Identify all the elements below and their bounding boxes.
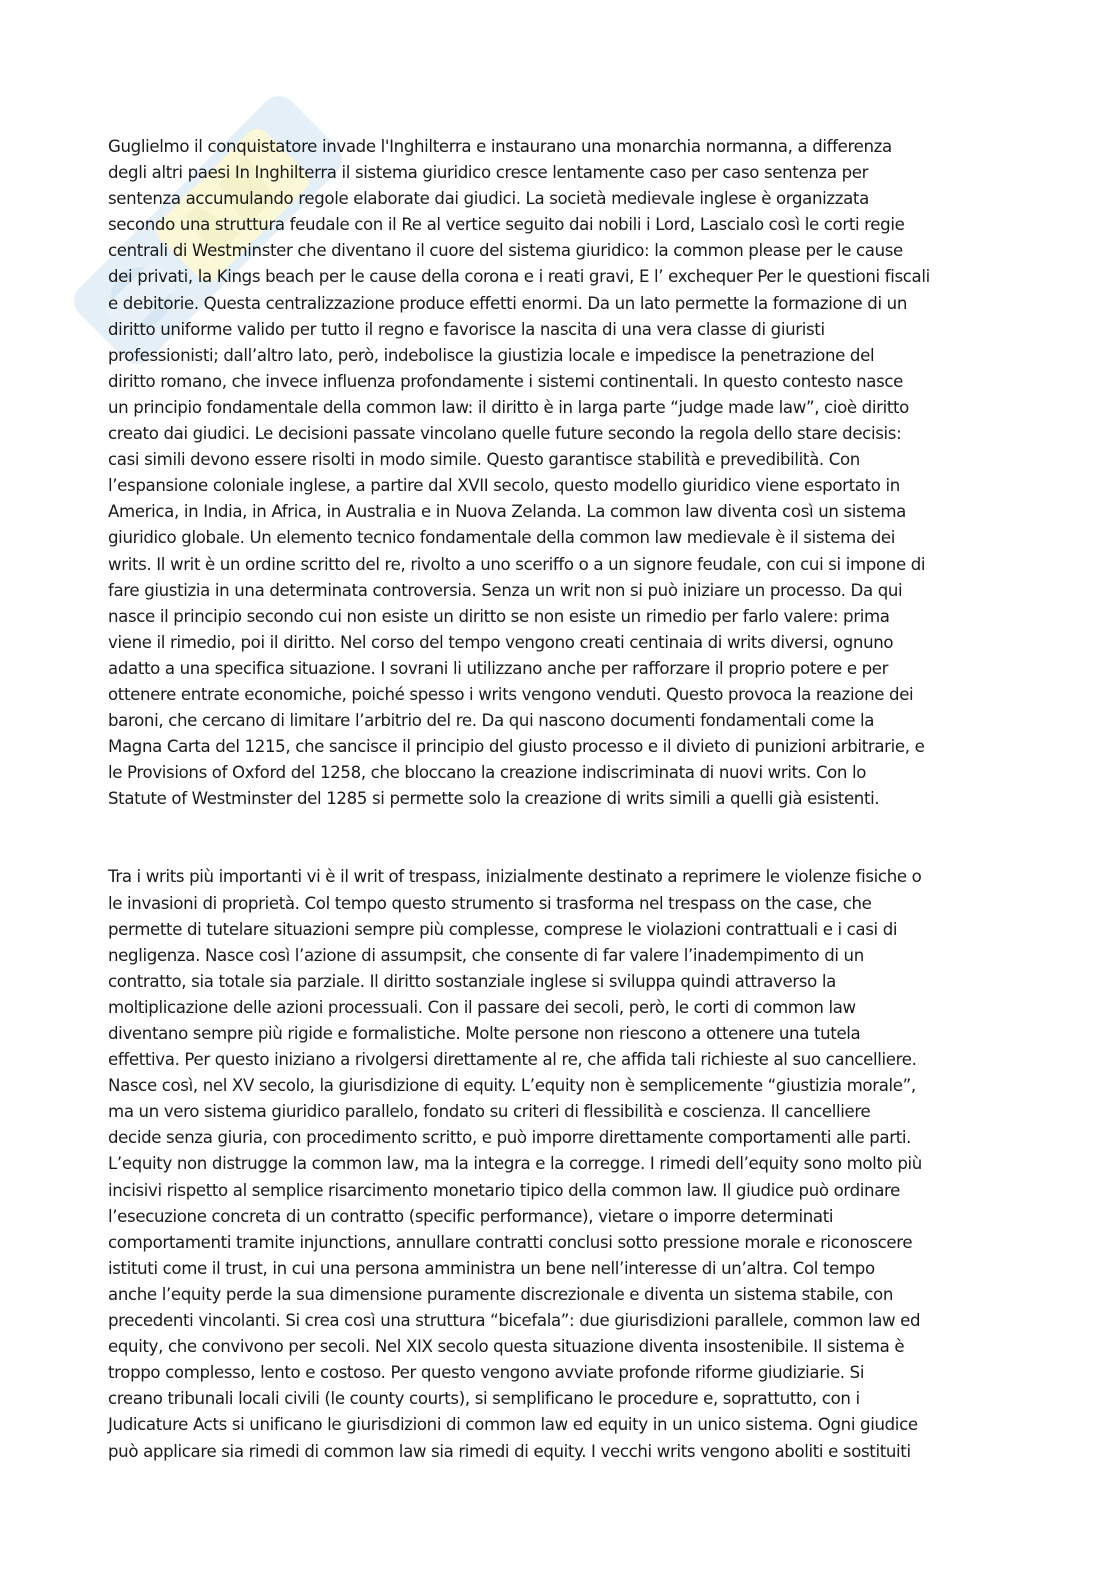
text-line: giuridico globale. Un elemento tecnico fondamentale della common law medievale è il sistema dei [108, 528, 896, 548]
text-line: professionisti; dall’altro lato, però, indebolisce la giustizia locale e impedisce la penetrazione del [108, 345, 875, 365]
text-line: istituti come il trust, in cui una persona amministra un bene nell’interesse di un’altra. Col tempo [108, 1258, 875, 1278]
text-line: decide senza giuria, con procedimento scritto, e può imporre direttamente comportamenti alle parti. [108, 1128, 912, 1148]
text-line: creato dai giudici. Le decisioni passate vincolano quelle future secondo la regola dello stare decisis: [108, 424, 902, 444]
text-line: l’esecuzione concreta di un contratto (specific performance), vietare o imporre determinati [108, 1206, 834, 1226]
text-line: contratto, sia totale sia parziale. Il diritto sostanziale inglese si sviluppa quindi attraverso la [108, 971, 836, 991]
text-line: degli altri paesi In Inghilterra il sistema giuridico cresce lentamente caso per caso sentenza per [108, 163, 869, 183]
text-line: può applicare sia rimedi di common law sia rimedi di equity. I vecchi writs vengono aboliti e sostituiti [108, 1441, 911, 1461]
text-line: ottenere entrate economiche, poiché spesso i writs vengono venduti. Questo provoca la reazione dei [108, 684, 914, 704]
text-line: casi simili devono essere risolti in modo simile. Questo garantisce stabilità e prevedibilità. Con [108, 450, 860, 470]
text-line: incisivi rispetto al semplice risarcimento monetario tipico della common law. Il giudice può ordinare [108, 1180, 900, 1200]
text-line: fare giustizia in una determinata controversia. Senza un writ non si può iniziare un processo. Da qui [108, 580, 903, 600]
text-line: precedenti vincolanti. Si crea così una struttura “bicefala”: due giurisdizioni parallele, common law ed [108, 1311, 921, 1331]
text-line: Magna Carta del 1215, che sancisce il principio del giusto processo e il divieto di punizioni arbitrarie, e [108, 737, 925, 757]
text-line: diritto uniforme valido per tutto il regno e favorisce la nascita di una vera classe di giuristi [108, 319, 825, 339]
text-line: adatto a una specifica situazione. I sovrani li utilizzano anche per rafforzare il proprio potere e per [108, 658, 889, 678]
text-line: Tra i writs più importanti vi è il writ of trespass, inizialmente destinato a reprimere le violenze fisiche o [108, 867, 922, 887]
text-line: viene il rimedio, poi il diritto. Nel corso del tempo vengono creati centinaia di writs diversi, ognuno [108, 632, 894, 652]
text-line: diritto romano, che invece influenza profondamente i sistemi continentali. In questo contesto nasce [108, 371, 904, 391]
text-line: Nasce così, nel XV secolo, la giurisdizione di equity. L’equity non è semplicemente “giustizia morale”, [108, 1076, 916, 1096]
paragraph [108, 134, 1016, 812]
text-line: le invasioni di proprietà. Col tempo questo strumento si trasforma nel trespass on the case, che [108, 893, 872, 913]
text-line: baroni, che cercano di limitare l’arbitrio del re. Da qui nascono documenti fondamentali come la [108, 711, 875, 731]
text-line: effettiva. Per questo iniziano a rivolgersi direttamente al re, che affida tali richieste al suo cancelliere. [108, 1050, 917, 1070]
text-line: nasce il principio secondo cui non esiste un diritto se non esiste un rimedio per farlo valere: prima [108, 606, 890, 626]
text-line: dei privati, la Kings beach per le cause della corona e i reati gravi, E l’ exchequer Per le questioni fiscali [108, 267, 930, 287]
text-line: anche l’equity perde la sua dimensione puramente discrezionale e diventa un sistema stabile, con [108, 1284, 893, 1304]
text-line: negligenza. Nasce così l’azione di assumpsit, che consente di far valere l’inadempimento di un [108, 945, 864, 965]
paragraph [108, 864, 1016, 1464]
text-line: troppo complesso, lento e costoso. Per questo vengono avviate profonde riforme giudiziarie. Si [108, 1363, 865, 1383]
text-line: sentenza accumulando regole elaborate dai giudici. La società medievale inglese è organizzata [108, 189, 869, 209]
text-line: writs. Il writ è un ordine scritto del re, rivolto a uno sceriffo o a un signore feudale, con cui si impone di [108, 554, 926, 574]
text-line: diventano sempre più rigide e formalistiche. Molte persone non riescono a ottenere una tutela [108, 1024, 861, 1043]
text-line: moltiplicazione delle azioni processuali. Con il passare dei secoli, però, le corti di common law [108, 997, 856, 1017]
text-line: Guglielmo il conquistatore invade l'Inghilterra e instaurano una monarchia normanna, a differenza [108, 137, 892, 156]
text-line: equity, che convivono per secoli. Nel XIX secolo questa situazione diventa insostenibile. Il sistema è [108, 1337, 905, 1357]
text-line: Statute of Westminster del 1285 si permette solo la creazione di writs simili a quelli già esistenti. [108, 789, 880, 809]
text-line: creano tribunali locali civili (le county courts), si semplificano le procedure e, soprattutto, con i [108, 1389, 860, 1409]
text-line: centrali di Westminster che diventano il cuore del sistema giuridico: la common please per le cause [108, 241, 903, 261]
text-line: comportamenti tramite injunctions, annullare contratti conclusi sotto pressione morale e riconoscere [108, 1232, 913, 1252]
text-line: L’equity non distrugge la common law, ma la integra e la corregge. I rimedi dell’equity sono molto più [108, 1154, 922, 1174]
text-line: America, in India, in Africa, in Australia e in Nuova Zelanda. La common law diventa così un sistema [108, 502, 906, 522]
text-line: secondo una struttura feudale con il Re al vertice seguito dai nobili i Lord, Lascialo così le corti regie [108, 215, 905, 235]
text-line: permette di tutelare situazioni sempre più complesse, comprese le violazioni contrattuali e i casi di [108, 919, 898, 939]
document-body [108, 134, 1016, 1465]
text-line: ma un vero sistema giuridico parallelo, fondato su criteri di flessibilità e coscienza. Il cancelliere [108, 1102, 871, 1122]
text-line: Judicature Acts si unificano le giurisdizioni di common law ed equity in un unico sistema. Ogni giudice [108, 1415, 918, 1435]
text-line: l’espansione coloniale inglese, a partire dal XVII secolo, questo modello giuridico viene esportato in [108, 476, 900, 496]
text-line: le Provisions of Oxford del 1258, che bloccano la creazione indiscriminata di nuovi writs. Con lo [108, 763, 867, 783]
text-line: un principio fondamentale della common law: il diritto è in larga parte “judge made law”, cioè diritto [108, 397, 909, 417]
text-line: e debitorie. Questa centralizzazione produce effetti enormi. Da un lato permette la formazione di un [108, 293, 907, 313]
